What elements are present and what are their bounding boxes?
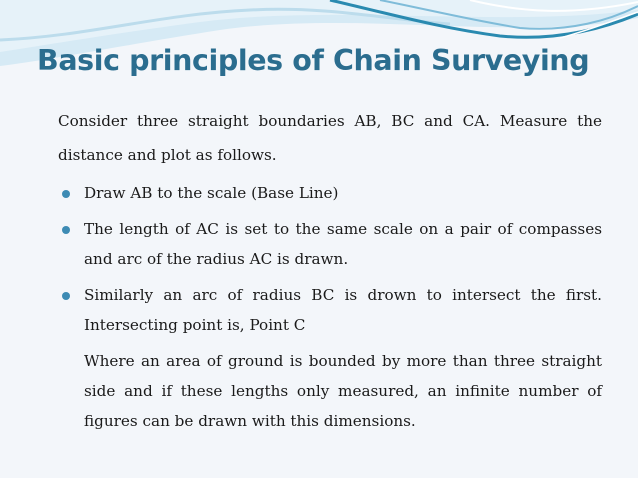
bullet-dot-icon <box>62 226 70 234</box>
bullet-text: The length of AC is set to the same scale on a pair of compasses and arc of the radius AC is drawn. <box>84 220 602 268</box>
slide-title: Basic principles of Chain Surveying <box>37 44 590 77</box>
bullet-item <box>58 280 602 340</box>
slide-body <box>58 104 602 436</box>
bullet-dot-icon <box>62 190 70 198</box>
bullet-dot-icon <box>62 292 70 300</box>
note-paragraph: Where an area of ground is bounded by more than three straight side and if these lengths only measured, an infinite number of figures can be drawn with this dimensions. <box>84 352 602 430</box>
intro-paragraph: Consider three straight boundaries AB, BC and CA. Measure the distance and plot as follows. <box>58 112 602 164</box>
bullet-text: Draw AB to the scale (Base Line) <box>84 184 339 202</box>
bullet-list <box>58 178 602 340</box>
bullet-text: Similarly an arc of radius BC is drown to intersect the first. Intersecting point is, Point C <box>84 286 602 334</box>
bullet-item <box>58 214 602 274</box>
bullet-item <box>58 178 602 208</box>
